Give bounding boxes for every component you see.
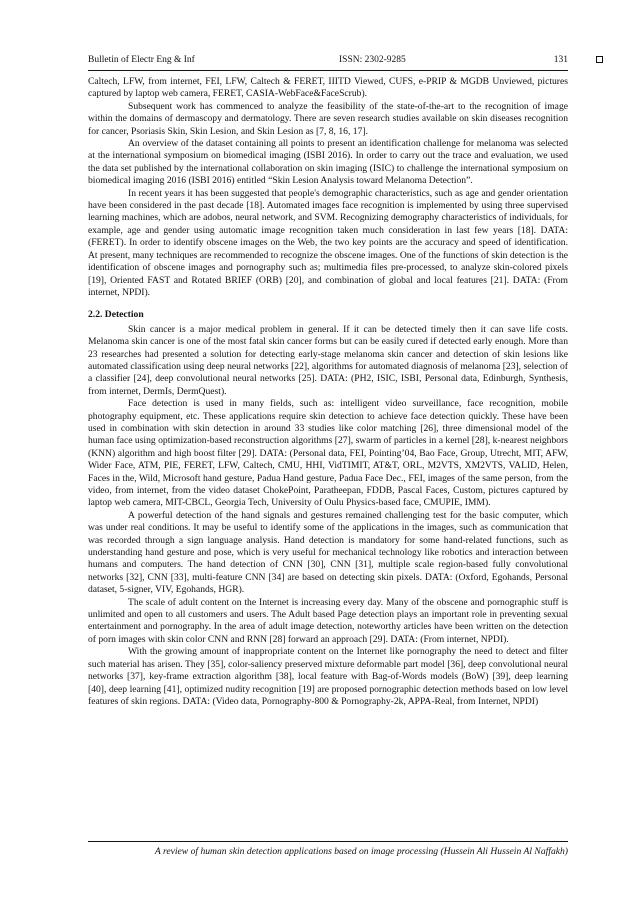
paragraph: A powerful detection of the hand signals and gestures remained challenging test for the basic computer, which was under real conditions. It may be useful to identify some of the applications in the images, such as communication that was recorded through a sign language analysis. Hand detection is mandatory for some hand-related functions, such as understanding hand gesture and pose, which is very useful for mechanical technology like robotics and interaction between humans and computers. The hand detection of CNN [30], CNN [31], multiple scale region-based fully convolutional networks [32], CNN [33], multi-feature CNN [34] are based on detecting skin pixels. DATA: (Oxford, Egohands, Personal dataset, 5-signer, VIV, Egohands, HGR). — [88, 509, 568, 596]
footer-divider — [88, 841, 568, 842]
paragraph: An overview of the dataset containing all points to present an identification challenge for melanoma was selected at the international symposium on biomedical imaging (ISBI 2016). In order to carry out the trace and evaluation, we used the data set published by the international collaboration on skin imaging (ISIC) to challenge the international symposium on biomedical imaging 2016 (ISBI 2016) entitled “Skin Lesion Analysis toward Melanoma Detection”. — [88, 138, 568, 187]
page-footer: A review of human skin detection applications based on image processing (Hussein Ali Hussein Al Naffakh) — [154, 846, 568, 857]
paragraph: In recent years it has been suggested that people's demographic characteristics, such as age and gender orientation have been considered in the past decade [18]. Automated images face recognition is implemented by using three supervised learning machines, which are adobos, neural network, and SVM. Recognizing demography characteristics of individuals, for example, age and gender using automatic image recognition taken much consideration in last few years [18]. DATA: (FERET). In order to identify obscene images on the Web, the two key points are the accuracy and speed of identification. At present, many techniques are recommended to recognize the obscene images. One of the functions of skin detection is the identification of obscene images and pornography such as; multimedia files pre-processed, to analyze skin-colored pixels [19], Oriented FAST and Rotated BRIEF (ORB) [20], and combination of global and local features [21]. DATA: (From internet, NPDI). — [88, 187, 568, 298]
square-box-icon — [596, 56, 603, 63]
page-header — [88, 53, 568, 67]
paragraph: With the growing amount of inappropriate content on the Internet like pornography the need to detect and filter such material has arisen. They [35], color-saliency preserved mixture deformable part model [36], deep convolutional neural networks [37], key-frame extraction algorithm [38], local feature with Bag-of-Words models (BoW) [39], deep learning [40], deep learning [41], optimized nudity recognition [19] are proposed pornographic detection methods based on low level features of skin regions. DATA: (Video data, Pornography-800 & Pornography-2k, APPA-Real, from Internet, NPDI) — [88, 646, 568, 707]
paragraph: Caltech, LFW, from internet, FEI, LFW, Caltech & FERET, IIITD Viewed, CUFS, e-PRIP & MGDB Unviewed, pictures captured by laptop web camera, FERET, CASIA-WebFace&FaceScrub). — [88, 76, 568, 100]
issn: ISSN: 2302-9285 — [339, 55, 406, 65]
body-text — [88, 76, 568, 708]
page-number: 131 — [553, 55, 568, 65]
paragraph: Face detection is used in many fields, such as: intelligent video surveillance, face recognition, mobile photography equipment, etc. These applications require skin detection to achieve face detection quickly. These have been used in combination with skin detection in around 33 studies like color matching [26], three dimensional model of the human face using optimization-based reconstruction algorithms [27], swarm of particles in a kernel [28], k-nearest neighbors (KNN) algorithm and high boost filter [29]. DATA: (Personal data, FEI, Pointing’04, Bao Face, Group, Utrecht, MIT, AFW, Wider Face, ATM, PIE, FERET, LFW, Caltech, CMU, HHI, VidTIMIT, AT&T, ORL, M2VTS, XM2VTS, VALID, Helen, Faces in the, Wild, Microsoft hand gesture, Padua Hand gesture, Padua Face Dec., FEI, images of the same person, from the video, from internet, from the video dataset ChokePoint, Paratheepan, FDDB, Pascal Faces, Custom, pictures captured by laptop web camera, MIT-CBCL, Georgia Tech, University of Oulu Physics-based face, CMUPIE, IMM). — [88, 398, 568, 509]
paragraph: The scale of adult content on the Internet is increasing every day. Many of the obscene and pornographic stuff is unlimited and open to all customers and users. The Adult based Page detection plays an important role in preventing sexual entertainment and pornography. In the area of adult image detection, noteworthy articles have been written on the detection of porn images with skin color CNN and RNN [28] forward an approach [29]. DATA: (From internet, NPDI). — [88, 596, 568, 645]
section-heading: 2.2. Detection — [88, 309, 144, 321]
header-divider — [88, 70, 568, 71]
journal-name: Bulletin of Electr Eng & Inf — [88, 55, 195, 65]
paragraph: Skin cancer is a major medical problem in general. If it can be detected timely then it can save life costs. Melanoma skin cancer is one of the most fatal skin cancer forms but can be easily cured if detected early enough. More than 23 researches had presented a solution for detecting early-stage melanoma skin cancer and detection of skin lesions like automated classification using deep neural networks [22], algorithms for automated diagnosis of melanoma [23], selection of a classifier [24], deep convolutional neural networks [25]. DATA: (PH2, ISIC, ISBI, Personal data, Edinburgh, Synthesis, from internet, DermIs, DermQuest). — [88, 323, 568, 397]
paragraph: Subsequent work has commenced to analyze the feasibility of the state-of-the-art to the recognition of image within the domains of dermascopy and dermatology. There are seven research studies available on skin diseases recognition for cancer, Psoriasis Skin, Skin Lesion, and Skin Lesion as [7, 8, 16, 17]. — [88, 100, 568, 137]
